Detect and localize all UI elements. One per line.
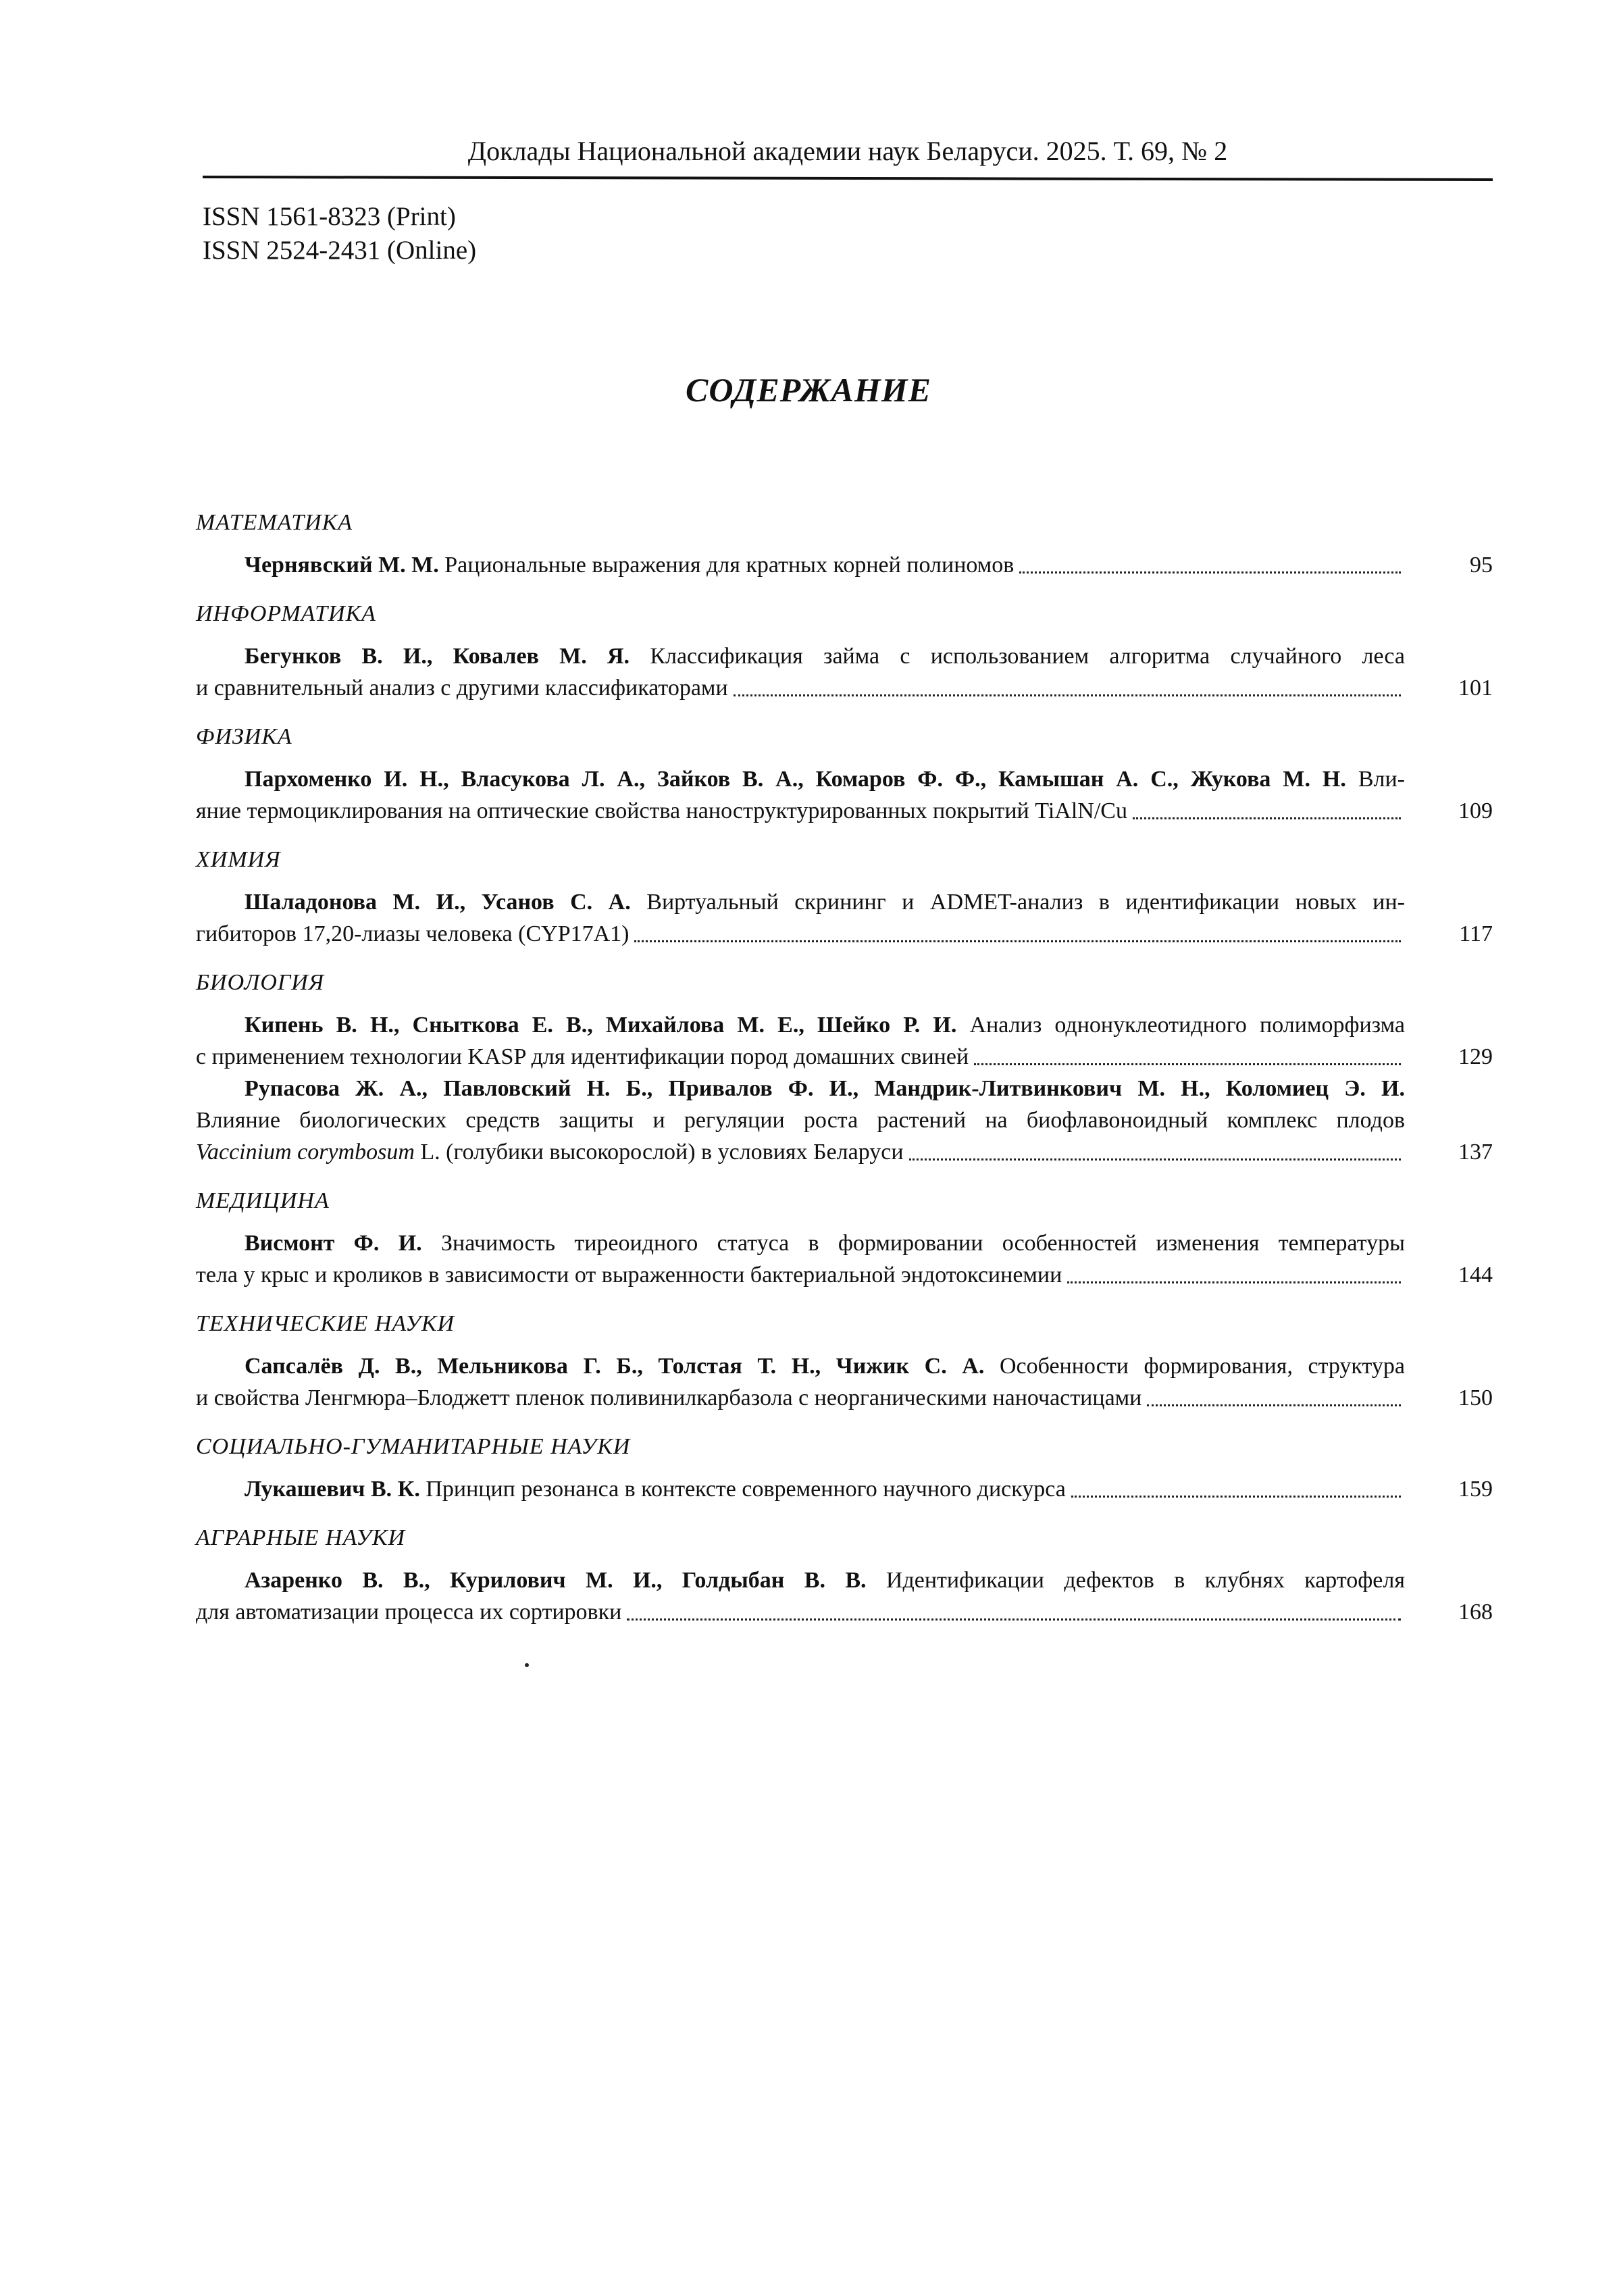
section-heading: ИНФОРМАТИКА xyxy=(196,601,376,626)
entry-title-text: для автоматизации процесса их сортировки xyxy=(196,1600,622,1625)
entry-authors: Лукашевич В. К. xyxy=(245,1477,420,1502)
page-number: 109 xyxy=(1458,798,1493,823)
entry-title-text: яние термоциклирования на оптические свойства наноструктурированных покрытий TiAlN/Cu xyxy=(196,798,1127,823)
entry-authors: Бегунков В. И., Ковалев М. Я. xyxy=(245,644,630,669)
entry-title-text: Виртуальный скрининг и ADMET-анализ в идентификации новых ин- xyxy=(646,890,1405,915)
section-heading: БИОЛОГИЯ xyxy=(196,970,325,995)
entry-line xyxy=(196,1473,1405,1505)
entry-title-text: Vaccinium corymbosum xyxy=(196,1140,415,1165)
toc-entry[interactable] xyxy=(196,1564,1493,1628)
page-number: 159 xyxy=(1458,1477,1493,1502)
entry-line xyxy=(196,795,1405,827)
entry-line xyxy=(196,672,1405,704)
entry-authors: Сапсалёв Д. В., Мельникова Г. Б., Толстая Т. Н., Чижик С. А. xyxy=(245,1354,985,1379)
dot-leader xyxy=(1147,1382,1401,1406)
dot-leader xyxy=(734,672,1401,696)
entry-line xyxy=(196,1564,1405,1596)
entry-title-text: Значимость тиреоидного статуса в формировании особенностей изменения температуры xyxy=(440,1231,1406,1256)
entry-title-text: Классификация займа с использованием алгоритма случайного леса xyxy=(650,644,1405,669)
entry-line xyxy=(196,918,1405,950)
entry-authors: Пархоменко И. Н., Власукова Л. А., Зайков В. А., Комаров Ф. Ф., Камышан А. С., Жукова М. Н. xyxy=(245,767,1346,792)
entry-line xyxy=(196,1596,1405,1628)
entry-title-text: с применением технологии KASP для идентификации пород домашних свиней xyxy=(196,1044,969,1069)
entry-title-text: гибиторов 17,20-лиазы человека (CYP17A1) xyxy=(196,921,630,946)
page-title: СОДЕРЖАНИЕ xyxy=(685,371,932,409)
entry-line xyxy=(196,886,1405,918)
scan-speck xyxy=(525,1663,529,1667)
header-rule xyxy=(203,176,1493,181)
toc-section xyxy=(196,844,1493,950)
section-heading: МАТЕМАТИКА xyxy=(196,510,353,535)
entry-title-text: и свойства Ленгмюра–Блоджетт пленок поливинилкарбазола с неорганическими наночастицами xyxy=(196,1385,1142,1410)
page-number: 144 xyxy=(1458,1262,1493,1287)
entry-line xyxy=(196,1073,1405,1104)
entry-title-text: тела у крыс и кроликов в зависимости от выраженности бактериальной эндотоксинемии xyxy=(196,1262,1062,1287)
issn-online: ISSN 2524-2431 (Online) xyxy=(203,236,477,265)
entry-title-text: L. (голубики высокорослой) в условиях Беларуси xyxy=(414,1140,904,1165)
page-number: 117 xyxy=(1459,921,1493,946)
dot-leader xyxy=(1067,1259,1401,1283)
page-number: 129 xyxy=(1458,1044,1493,1069)
entry-title-text: Вли- xyxy=(1358,767,1405,792)
issn-block xyxy=(203,200,476,267)
entry-line xyxy=(196,549,1405,581)
toc-entry[interactable] xyxy=(196,1473,1493,1505)
dot-leader xyxy=(627,1596,1401,1621)
page-number: 150 xyxy=(1458,1385,1493,1410)
section-heading: МЕДИЦИНА xyxy=(196,1188,330,1213)
toc-entry[interactable] xyxy=(196,886,1493,950)
toc-section xyxy=(196,721,1493,827)
entry-line xyxy=(196,1350,1405,1382)
entry-title-text: Особенности формирования, структура xyxy=(999,1354,1406,1379)
section-heading: ФИЗИКА xyxy=(196,724,292,749)
entry-title-text: Принцип резонанса в контексте современного научного дискурса xyxy=(419,1477,1066,1502)
toc-entry[interactable] xyxy=(196,549,1493,581)
entry-authors: Кипень В. Н., Сныткова Е. В., Михайлова М. Е., Шейко Р. И. xyxy=(245,1013,957,1038)
toc-section xyxy=(196,507,1493,581)
toc-entry[interactable] xyxy=(196,1009,1493,1073)
table-of-contents xyxy=(196,507,1493,1645)
entry-line xyxy=(196,1382,1405,1414)
section-heading: АГРАРНЫЕ НАУКИ xyxy=(196,1525,406,1550)
entry-line xyxy=(196,1259,1405,1291)
toc-section xyxy=(196,1185,1493,1291)
entry-title-text: Анализ однонуклеотидного полиморфизма xyxy=(969,1013,1405,1038)
dot-leader xyxy=(909,1136,1401,1160)
entry-title-text: Рациональные выражения для кратных корней полиномов xyxy=(438,553,1015,578)
entry-authors: Рупасова Ж. А., Павловский Н. Б., Привалов Ф. И., Мандрик-Литвинкович М. Н., Коломиец Э. И. xyxy=(245,1076,1405,1101)
section-heading: ТЕХНИЧЕСКИЕ НАУКИ xyxy=(196,1311,455,1336)
page-number: 95 xyxy=(1470,553,1493,578)
dot-leader xyxy=(1071,1473,1401,1498)
entry-authors: Азаренко В. В., Курилович М. И., Голдыбан В. В. xyxy=(245,1568,867,1593)
page-number: 137 xyxy=(1458,1140,1493,1165)
entry-authors: Чернявский М. М. xyxy=(245,553,439,578)
toc-entry[interactable] xyxy=(196,640,1493,704)
entry-title-text: Идентификации дефектов в клубнях картофеля xyxy=(886,1568,1405,1593)
entry-line xyxy=(196,1136,1405,1168)
entry-line xyxy=(196,763,1405,795)
page-number: 168 xyxy=(1458,1600,1493,1625)
toc-section xyxy=(196,1308,1493,1414)
toc-section xyxy=(196,967,1493,1168)
page-number: 101 xyxy=(1458,675,1493,700)
entry-line xyxy=(196,1104,1405,1136)
toc-section xyxy=(196,1431,1493,1505)
toc-entry[interactable] xyxy=(196,1350,1493,1414)
section-heading: ХИМИЯ xyxy=(196,847,281,872)
entry-line xyxy=(196,1227,1405,1259)
dot-leader xyxy=(974,1041,1401,1065)
entry-authors: Висмонт Ф. И. xyxy=(245,1231,422,1256)
dot-leader xyxy=(1133,795,1401,819)
entry-title-text: и сравнительный анализ с другими классификаторами xyxy=(196,675,728,700)
dot-leader xyxy=(634,918,1401,942)
entry-line xyxy=(196,1041,1405,1073)
section-heading: СОЦИАЛЬНО-ГУМАНИТАРНЫЕ НАУКИ xyxy=(196,1434,631,1459)
entry-authors: Шаладонова М. И., Усанов С. А. xyxy=(245,890,631,915)
issn-print: ISSN 1561-8323 (Print) xyxy=(203,202,456,231)
toc-entry[interactable] xyxy=(196,1073,1493,1168)
toc-entry[interactable] xyxy=(196,1227,1493,1291)
dot-leader xyxy=(1019,549,1401,573)
running-head: Доклады Национальной академии наук Беларуси. 2025. Т. 69, № 2 xyxy=(467,136,1228,166)
entry-line xyxy=(196,1009,1405,1041)
entry-title-text: Влияние биологических средств защиты и регуляции роста растений на биофлавоноидный комплекс плодов xyxy=(196,1108,1405,1133)
toc-section xyxy=(196,598,1493,704)
entry-line xyxy=(196,640,1405,672)
toc-section xyxy=(196,1522,1493,1628)
toc-entry[interactable] xyxy=(196,763,1493,827)
